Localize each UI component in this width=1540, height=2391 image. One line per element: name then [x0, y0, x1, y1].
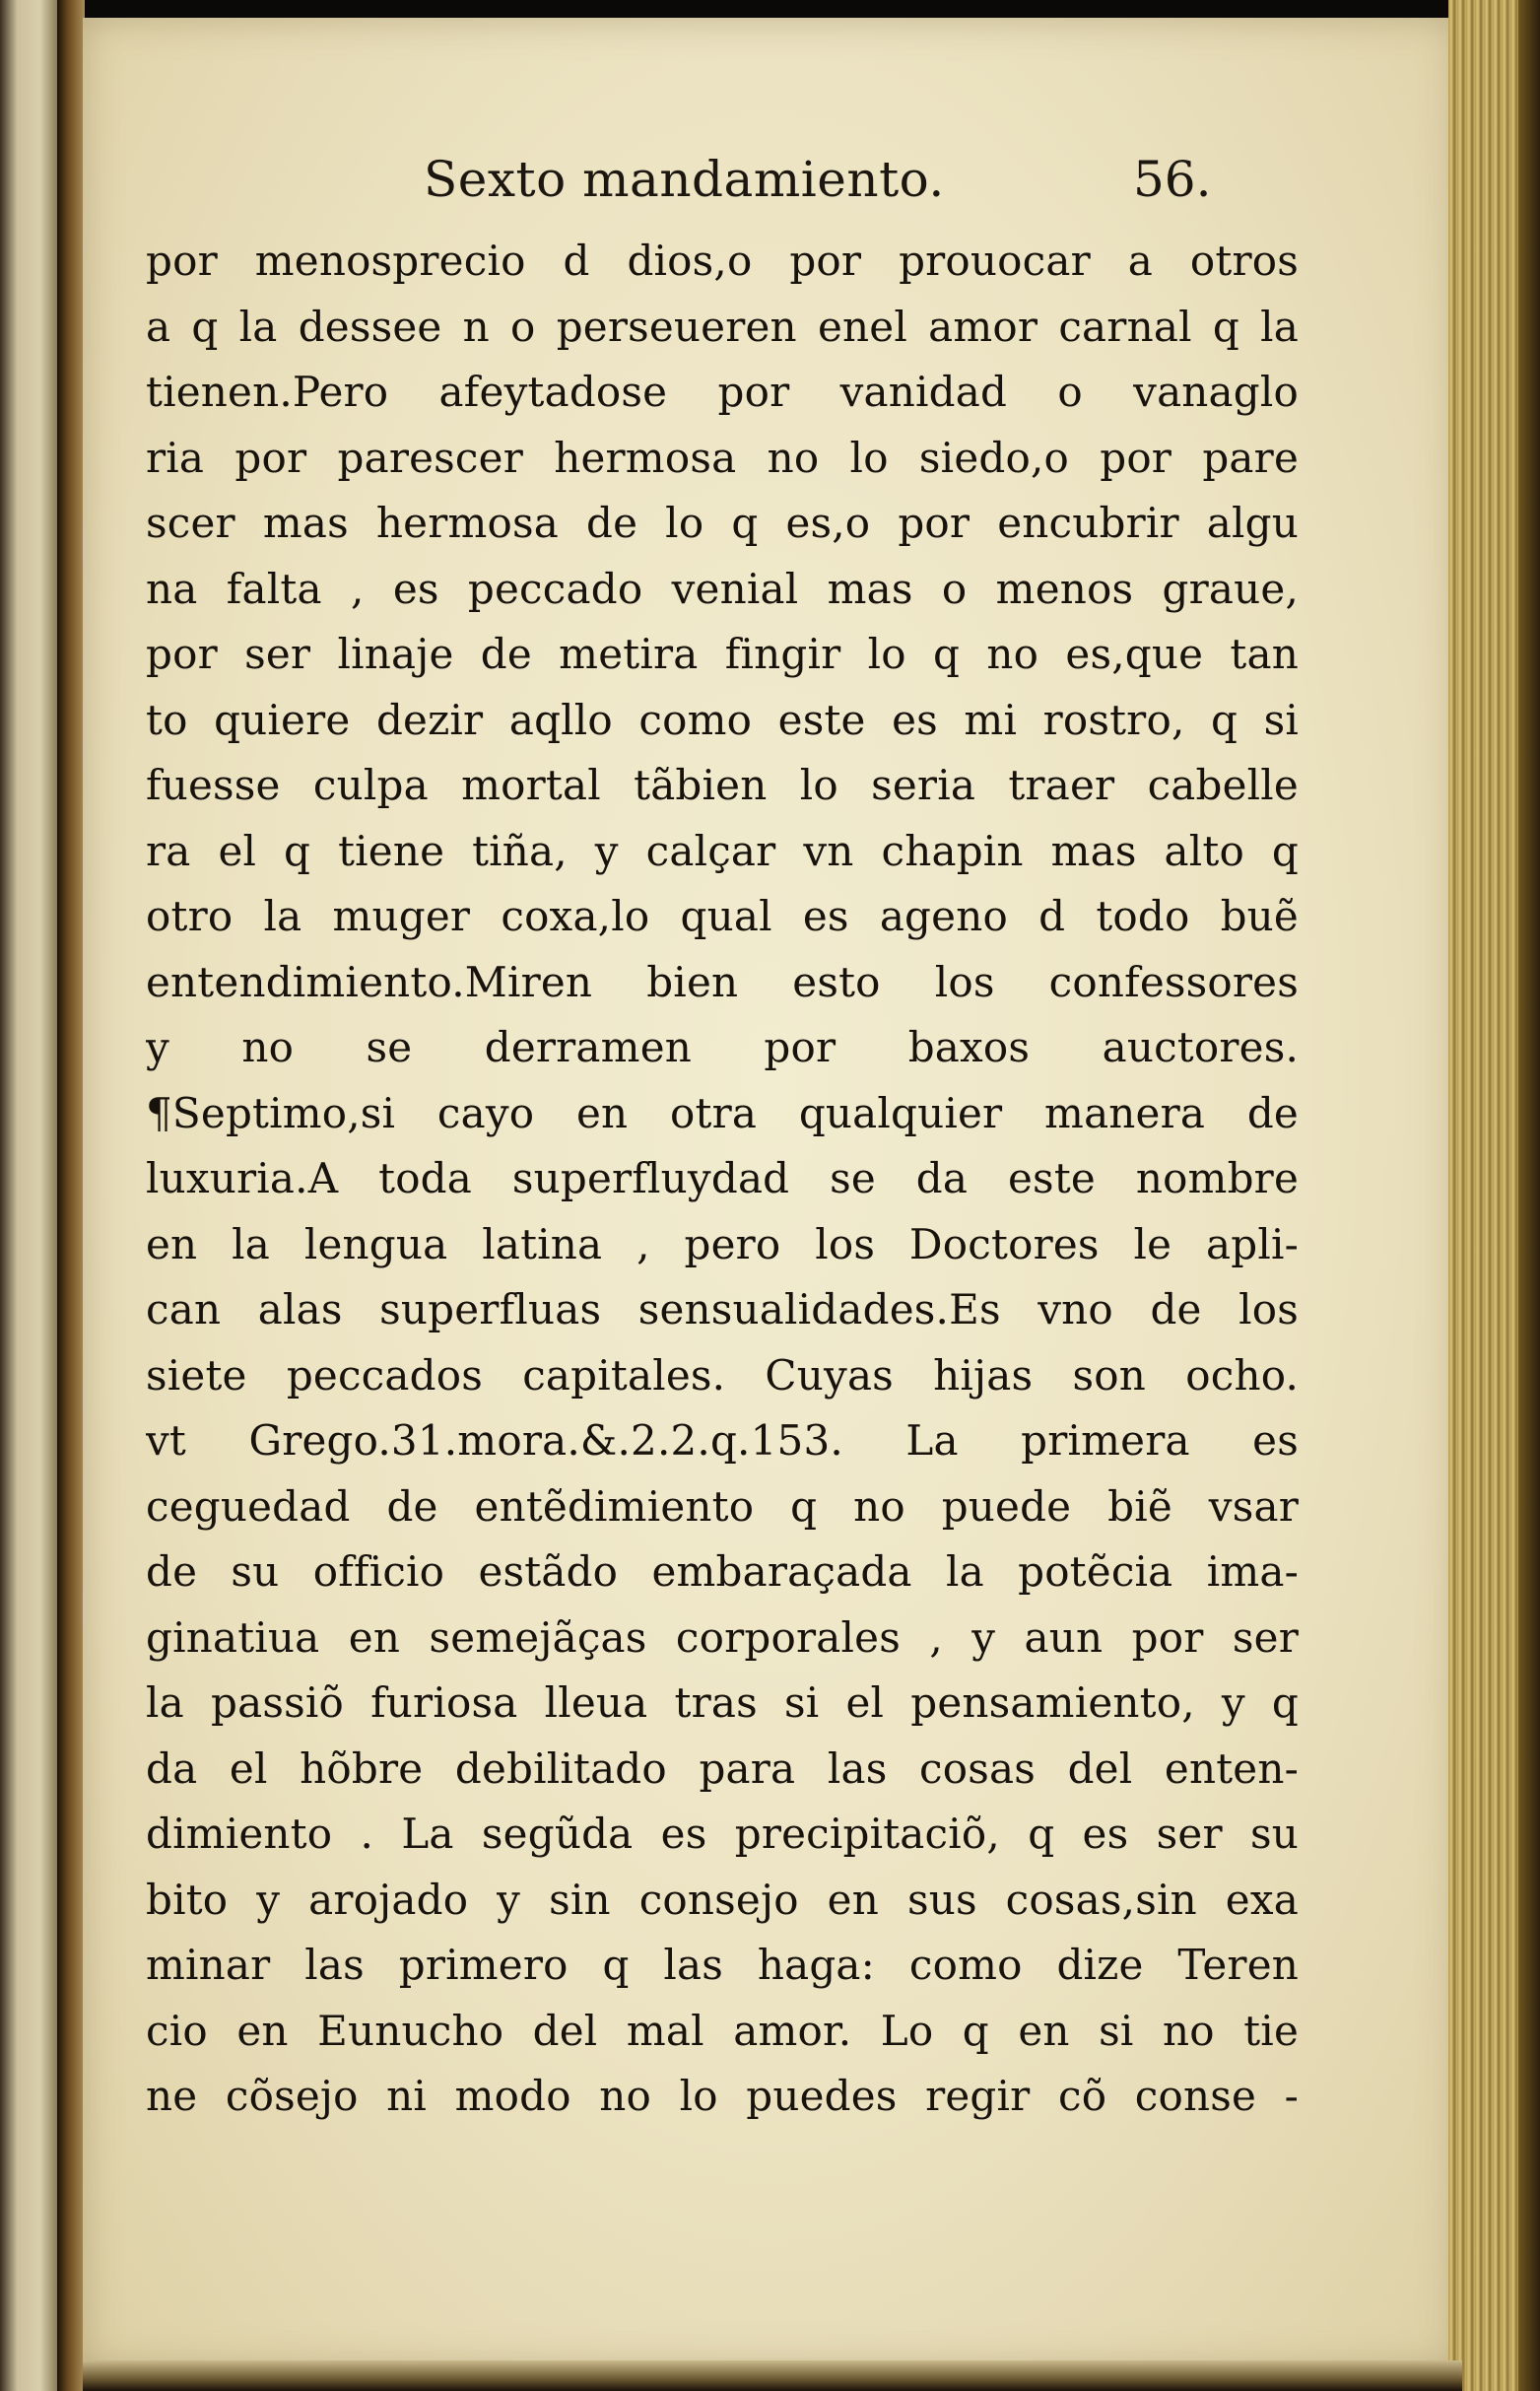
text-line: scer mas hermosa de lo q es,o por encubrir algu: [146, 499, 1299, 547]
folio-number: 56.: [1133, 151, 1212, 208]
text-line: minar las primero q las haga: como dize Teren: [146, 1941, 1299, 1989]
body-text: [146, 229, 1299, 2130]
text-line: de su officio estãdo embaraçada la potẽcia ima-: [146, 1547, 1299, 1596]
text-line: siete peccados capitales. Cuyas hijas son ocho.: [146, 1350, 1299, 1400]
facing-page-edge: [0, 0, 57, 2391]
text-line: cio en Eunucho del mal amor. Lo q en si no tie: [146, 2006, 1299, 2055]
book-gutter: [57, 0, 85, 2391]
text-line: otro la muger coxa,lo qual es ageno d todo buẽ: [146, 892, 1299, 940]
text-line: ginatiua en semejãças corporales , y aun por ser: [146, 1612, 1299, 1662]
text-line: ne cõsejo ni modo no lo puedes regir cõ conse -: [146, 2072, 1299, 2120]
text-line: por ser linaje de metira fingir lo q no es,que tan: [146, 630, 1299, 678]
gilt-page-edges: [1448, 0, 1540, 2391]
text-line: ra el q tiene tiña, y calçar vn chapin mas alto q: [146, 826, 1299, 875]
text-line: na falta , es peccado venial mas o menos graue,: [146, 564, 1299, 613]
text-line: y no se derramen por baxos auctores.: [146, 1023, 1299, 1071]
text-line: can alas superfluas sensualidades.Es vno de los: [146, 1285, 1299, 1333]
text-line: entendimiento.Miren bien esto los confessores: [146, 957, 1299, 1006]
text-line: vt Grego.31.mora.&.2.2.q.153. La primera es: [146, 1416, 1299, 1465]
text-line: a q la dessee n o perseueren enel amor carnal q la: [146, 302, 1299, 351]
text-line: ria por parescer hermosa no lo siedo,o por pare: [146, 433, 1299, 482]
running-title: Sexto mandamiento.: [424, 151, 945, 208]
text-line: da el hõbre debilitado para las cosas del enten-: [146, 1743, 1299, 1793]
text-line: la passiõ furiosa lleua tras si el pensamiento, y q: [146, 1678, 1299, 1727]
text-line: bito y arojado y sin consejo en sus cosas,sin exa: [146, 1875, 1299, 1924]
text-line: por menosprecio d dios,o por prouocar a otros: [146, 237, 1299, 285]
page-bottom-edge: [83, 2360, 1462, 2391]
text-line: ceguedad de entẽdimiento q no puede biẽ vsar: [146, 1481, 1299, 1531]
text-line: dimiento . La segũda es precipitaciõ, q es ser su: [146, 1810, 1299, 1858]
text-line: fuesse culpa mortal tãbien lo seria traer cabelle: [146, 761, 1299, 809]
text-line: en la lengua latina , pero los Doctores le apli-: [146, 1219, 1299, 1268]
text-line: luxuria.A toda superfluydad se da este nombre: [146, 1154, 1299, 1202]
text-line: tienen.Pero afeytadose por vanidad o vanaglo: [146, 368, 1299, 416]
text-line: ¶Septimo,si cayo en otra qualquier manera de: [146, 1088, 1299, 1137]
text-line: to quiere dezir aqllo como este es mi rostro, q si: [146, 695, 1299, 744]
